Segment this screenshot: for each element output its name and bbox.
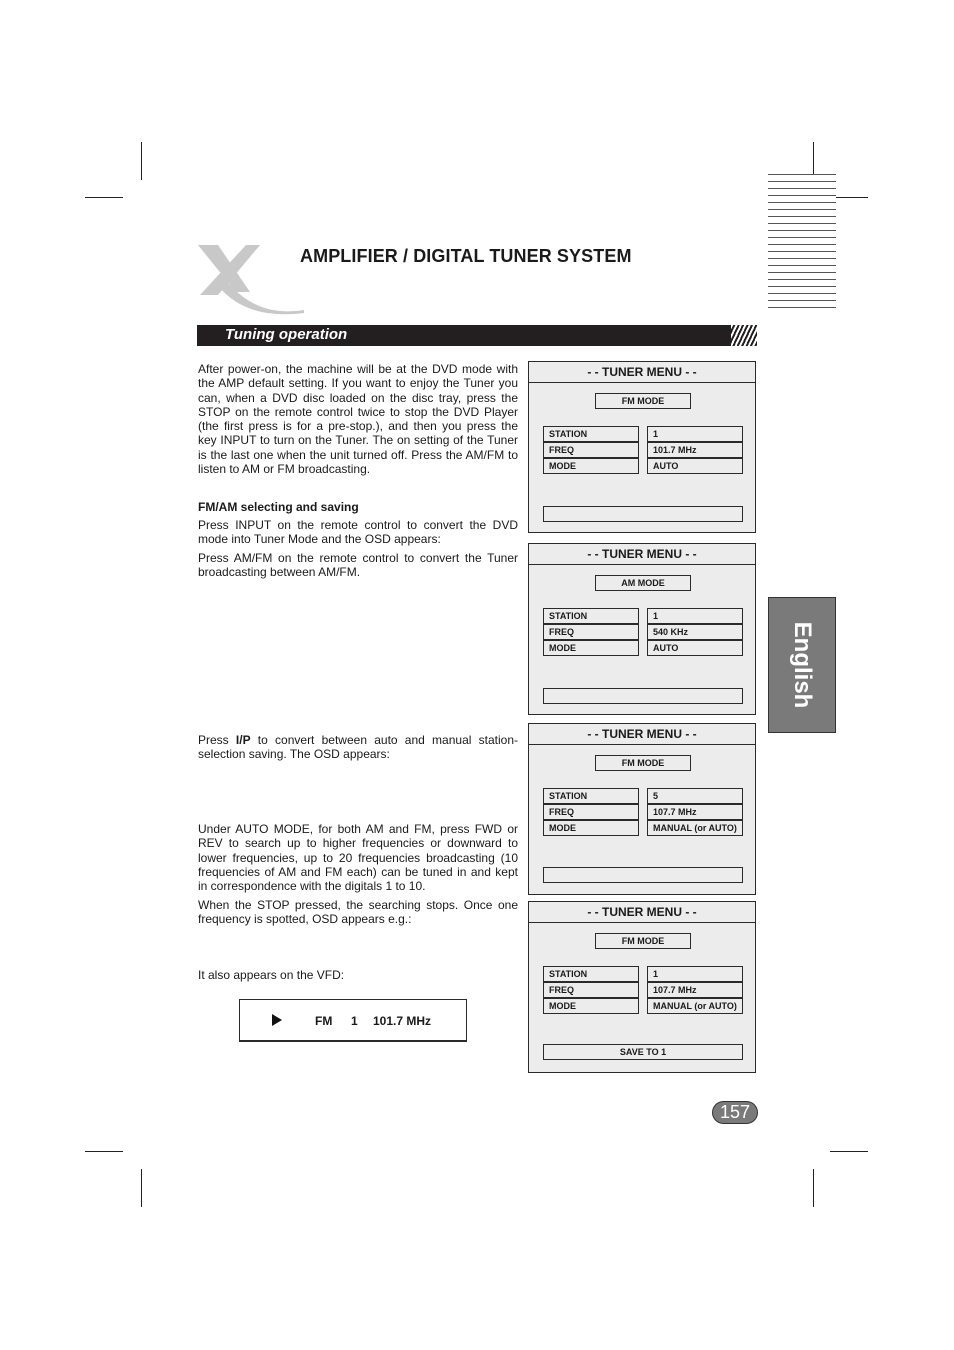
input-paragraph: Press INPUT on the remote control to convert the DVD mode into Tuner Mode and the OSD appears: (198, 518, 518, 547)
subheading: FM/AM selecting and saving (198, 500, 359, 514)
mode-value: AUTO (647, 458, 743, 474)
freq-label: FREQ (543, 442, 639, 458)
crop-mark (141, 1169, 142, 1207)
crop-mark (85, 197, 123, 198)
amfm-paragraph: Press AM/FM on the remote control to convert the Tuner broadcasting between AM/FM. (198, 551, 518, 580)
crop-mark (830, 1151, 868, 1152)
mode-label: MODE (543, 820, 639, 836)
tuner-menu-osd (528, 543, 756, 715)
menu-title: - - TUNER MENU - - (529, 724, 755, 745)
station-value: 1 (647, 426, 743, 442)
station-label: STATION (543, 608, 639, 624)
menu-mode: FM MODE (595, 393, 691, 409)
ip-key: I/P (235, 733, 251, 747)
page-number: 157 (712, 1101, 758, 1124)
menu-title: - - TUNER MENU - - (529, 902, 755, 923)
brand-logo-icon (196, 240, 306, 315)
section-bar-stripes (731, 325, 757, 346)
vfd-band: FM (315, 1014, 333, 1028)
crop-mark (85, 1151, 123, 1152)
freq-label: FREQ (543, 982, 639, 998)
freq-value: 540 KHz (647, 624, 743, 640)
menu-footer (543, 867, 743, 883)
freq-value: 101.7 MHz (647, 442, 743, 458)
auto-mode-paragraph: Under AUTO MODE, for both AM and FM, press FWD or REV to search up to higher frequencies or downward to lower frequencies, up to 20 frequencies broadcasting (10 frequencies of AM and FM each) can be tuned in and kept in correspondence with the digitals 1 to 10. (198, 822, 518, 894)
station-value: 1 (647, 966, 743, 982)
freq-value: 107.7 MHz (647, 982, 743, 998)
play-icon (272, 1014, 282, 1026)
intro-paragraph: After power-on, the machine will be at the DVD mode with the AMP default setting. If you want to enjoy the Tuner you can, when a DVD disc loaded on the disc tray, press the STOP on the remote control twice to stop the DVD Player (the first press is for a pre-stop.), and then you press the key INPUT to turn on the Tuner. The on setting of the Tuner is the last one when the unit turned off. Press the AM/FM to listen to AM or FM broadcasting. (198, 362, 518, 477)
freq-label: FREQ (543, 804, 639, 820)
vfd-display (239, 999, 467, 1042)
menu-title: - - TUNER MENU - - (529, 362, 755, 383)
mode-label: MODE (543, 458, 639, 474)
mode-value: AUTO (647, 640, 743, 656)
menu-title: - - TUNER MENU - - (529, 544, 755, 565)
language-tab-label: English (789, 621, 816, 709)
section-header-bar (197, 325, 757, 346)
menu-mode: AM MODE (595, 575, 691, 591)
crop-mark (813, 1169, 814, 1207)
station-label: STATION (543, 788, 639, 804)
mode-value: MANUAL (or AUTO) (647, 820, 743, 836)
mode-label: MODE (543, 998, 639, 1014)
mode-value: MANUAL (or AUTO) (647, 998, 743, 1014)
tab-stripes (768, 174, 836, 314)
vfd-paragraph: It also appears on the VFD: (198, 968, 345, 982)
stop-paragraph: When the STOP pressed, the searching stops. Once one frequency is spotted, OSD appears e.g.: (198, 898, 518, 927)
freq-label: FREQ (543, 624, 639, 640)
menu-footer (543, 506, 743, 522)
tuner-menu-osd (528, 361, 756, 533)
mode-label: MODE (543, 640, 639, 656)
crop-mark (141, 142, 142, 180)
station-value: 5 (647, 788, 743, 804)
vfd-frequency: 101.7 MHz (373, 1014, 432, 1028)
freq-value: 107.7 MHz (647, 804, 743, 820)
menu-mode: FM MODE (595, 755, 691, 771)
menu-mode: FM MODE (595, 933, 691, 949)
station-label: STATION (543, 426, 639, 442)
station-value: 1 (647, 608, 743, 624)
page-title: AMPLIFIER / DIGITAL TUNER SYSTEM (300, 246, 632, 266)
section-title: Tuning operation (225, 326, 348, 343)
ip-suffix: to convert between auto and manual station-selection saving. The OSD appears: (198, 733, 518, 762)
menu-footer: SAVE TO 1 (543, 1044, 743, 1060)
vfd-station: 1 (351, 1014, 358, 1028)
language-tab (768, 597, 836, 733)
ip-prefix: Press (198, 733, 236, 747)
tuner-menu-osd (528, 723, 756, 895)
ip-paragraph (198, 733, 518, 762)
menu-footer (543, 688, 743, 704)
station-label: STATION (543, 966, 639, 982)
tuner-menu-osd (528, 901, 756, 1073)
